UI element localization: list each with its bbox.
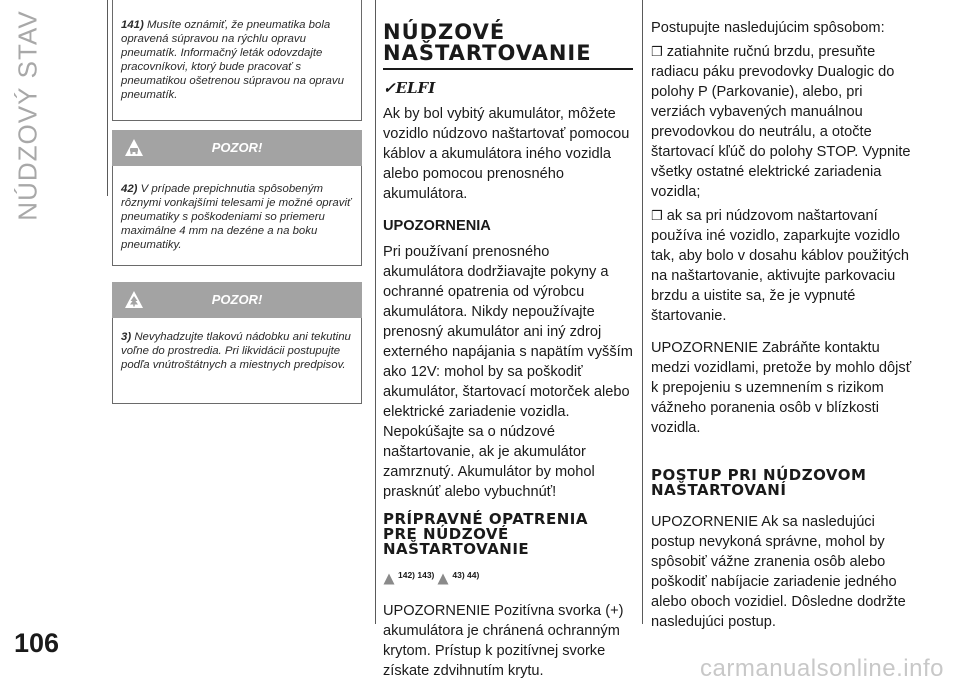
watermark: carmanualsonline.info — [700, 655, 944, 682]
warning-number: 3) — [121, 331, 132, 343]
note-text: Musíte oznámiť, že pneumatika bola opravená súpravou na rýchlu opravu pneumatík. Informačný leták odovzdajte pracovníkovi, ktorý bude pracovať s pneumatikou ošetrenou súpravou na opravu pneumatík. — [121, 19, 344, 101]
middle-column — [383, 22, 633, 681]
warning-triangle-icon — [383, 573, 395, 585]
warning-triangle-icon — [437, 573, 449, 585]
warning-bar-1 — [112, 130, 362, 166]
column-divider-left — [107, 0, 108, 196]
section-side-title — [4, 9, 52, 221]
warning-label: POZOR! — [211, 292, 263, 307]
column-divider-middle — [375, 0, 376, 624]
warning-bar-2 — [112, 282, 362, 318]
checkbox-bullet-icon: ❒ — [651, 208, 663, 223]
warning-box-42 — [112, 166, 362, 266]
bullet-item: ❒ ak sa pri núdzovom naštartovaní používa iné vozidlo, zaparkujte vozidlo tak, aby bolo v dosahu káblov použitých na naštartovanie, aktivujte parkovaciu brzdu a uistite sa, že je vypnuté štartovanie. — [651, 208, 909, 324]
procedure-heading: POSTUP PRI NÚDZOVOM NAŠTARTOVANÍ — [651, 466, 867, 499]
title-rule — [383, 68, 633, 70]
checkbox-bullet-icon: ❒ — [651, 44, 663, 59]
column-divider-right — [642, 0, 643, 624]
section-title: NÚDZOVÉ NAŠTARTOVANIE — [383, 20, 592, 65]
procedure-lead: Postupujte nasledujúcim spôsobom: — [651, 20, 885, 36]
warning-references: 142) 143) 43) 44) — [383, 565, 633, 585]
upozornenia-paragraph: Pri používaní prenosného akumulátora dodržiavajte pokyny a ochranné opatrenia od výrobcu akumulátora. Nikdy nepoužívajte prenosný akumulátor ani iný zdroj externého napájania s napätím vyšším ako 12V: mohol by sa poškodiť akumulátor, štartovací motorček alebo elektrické zariadenie vozidla. — [383, 244, 633, 420]
warning-box-3 — [112, 318, 362, 404]
freeze-paragraph: Nepokúšajte sa o núdzové naštartovanie, ak je akumulátor zamrznutý. Akumulátor by mohol prasknúť alebo vybuchnúť! — [383, 424, 595, 500]
elfi-logo-icon: ✓ELFI — [383, 79, 436, 97]
warning-text: V prípade prepichnutia spôsobeným rôznymi vonkajšími telesami je možné opraviť pneumatiky s poškodeniami so priemeru maximálne 4 mm na dezéne a na boku pneumatiky. — [121, 183, 352, 251]
procedure-paragraph: UPOZORNENIE Ak sa nasledujúci postup nevykoná správne, mohol by spôsobiť vážne zranenia osôb alebo poškodiť nabíjacie zariadenie jedného alebo oboch vozidiel. Dôsledne dodržte nasledujúci postup. — [651, 514, 906, 630]
warning-text: Nevyhadzujte tlakovú nádobku ani tekutinu voľne do prostredia. Pri likvidácii postupujte podľa vnútroštátnych a miestnych predpisov. — [121, 331, 351, 371]
upozornenia-heading: UPOZORNENIA — [383, 218, 491, 234]
bullet-item: ❒ zatiahnite ručnú brzdu, presuňte radiacu páku prevodovky Dualogic do polohy P (Parkovanie), alebo, pri verziách vybavených manuálnou prevodovkou do neutrálu, a otočte štartovací kľúč do polohy STOP. Vypnite všetky ostatné elektrické zariadenia vozidla; — [651, 44, 911, 200]
prep-heading: PRÍPRAVNÉ OPATRENIA PRE NÚDZOVÉ NAŠTARTOVANIE — [383, 510, 588, 558]
note-number: 141) — [121, 19, 144, 31]
caution-paragraph: UPOZORNENIE Zabráňte kontaktu medzi vozidlami, pretože by mohlo dôjsť k prepojeniu s uzemnením s rizikom vážneho poranenia osôb v blízkosti vozidla. — [651, 340, 912, 436]
intro-paragraph: Ak by bol vybitý akumulátor, môžete vozidlo núdzovo naštartovať pomocou káblov a akumulátora iného vozidla alebo pomocou prenosného akumulátora. — [383, 106, 630, 202]
warning-label: POZOR! — [211, 140, 263, 155]
warning-number: 42) — [121, 183, 138, 195]
note-box-141 — [112, 0, 362, 121]
prep-paragraph: UPOZORNENIE Pozitívna svorka (+) akumulátora je chránená ochranným krytom. Prístup k pozitívnej svorke získate zdvihnutím krytu. — [383, 603, 624, 679]
right-column — [651, 18, 913, 632]
side-title-text: NÚDZOVÝ STAV — [12, 9, 43, 221]
page-number: 106 — [14, 628, 60, 658]
